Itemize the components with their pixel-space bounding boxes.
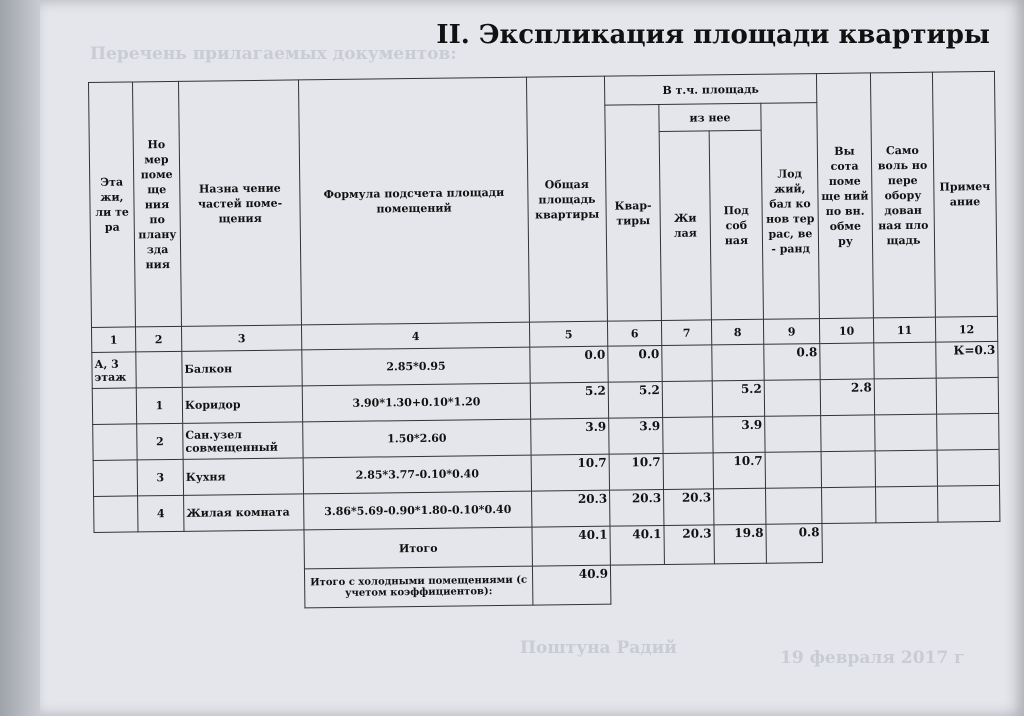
header-purpose: Назна чение частей поме- щения [178, 80, 301, 326]
header-of-which: из нее [659, 103, 761, 131]
header-incl-area: В т.ч. площадь [604, 74, 816, 106]
header-floor: Эта жи, ли те ра [89, 82, 136, 328]
page-title: II. Экспликация площади квартиры [436, 20, 990, 50]
column-number: 2 [135, 326, 181, 352]
cell-total-area: 20.3 [532, 490, 610, 527]
cell-self-built [874, 342, 936, 379]
cell-height [821, 415, 875, 452]
header-formula: Формула подсчета площади помещений [298, 77, 529, 325]
cell-room-number: 3 [137, 459, 183, 496]
cell-room-number: 4 [138, 495, 184, 532]
column-number: 5 [529, 321, 607, 347]
cell-living-area [662, 381, 712, 418]
cell-room-number [136, 351, 182, 388]
cell-floor: А, 3 этаж [92, 352, 136, 389]
cell-living-area [662, 345, 712, 382]
cell-room-number: 1 [136, 387, 182, 424]
cell-living-area [663, 453, 713, 490]
header-living: Жи лая [659, 131, 711, 321]
cell-note [937, 413, 999, 450]
cell-apt-area: 10.7 [609, 454, 663, 491]
cell-apt-area: 0.0 [608, 346, 662, 383]
cell-loggia-area: 0.8 [764, 344, 820, 381]
cell-total-area: 10.7 [531, 454, 609, 491]
binder-edge [0, 0, 40, 716]
cell-total-area: 5.2 [530, 382, 608, 419]
column-number: 4 [301, 322, 529, 350]
column-number: 11 [873, 317, 935, 343]
header-apartments: Квар- тиры [605, 105, 662, 322]
column-number: 3 [181, 325, 301, 351]
cell-height [822, 487, 876, 524]
cell-self-built [874, 378, 936, 415]
cell-room-name: Балкон [182, 350, 302, 387]
total-apt-area: 40.1 [610, 525, 664, 565]
cell-aux-area: 10.7 [713, 452, 765, 489]
header-self-built: Само воль но пере обору дован ная пло щадь [870, 72, 935, 318]
cell-aux-area: 5.2 [712, 380, 764, 417]
total-cold-total-area: 40.9 [532, 565, 610, 605]
bleed-through-text: Перечень прилагаемых документов: [90, 44, 457, 64]
column-number: 7 [661, 320, 711, 346]
cell-floor [93, 460, 137, 497]
cell-room-name: Жилая комната [184, 494, 304, 531]
cell-loggia-area [765, 452, 821, 489]
total-total-area: 40.1 [532, 526, 610, 566]
total-aux-area: 19.8 [714, 524, 766, 564]
cell-apt-area: 20.3 [610, 489, 664, 526]
cell-formula: 3.86*5.69-0.90*1.80-0.10*0.40 [304, 491, 532, 530]
cell-formula: 3.90*1.30+0.10*1.20 [302, 383, 530, 422]
total-living-area: 20.3 [664, 525, 714, 565]
header-room-number: Но мер поме ще ния по плану зда ния [133, 81, 182, 327]
bleed-through-text: 19 февраля 2017 г [780, 648, 965, 668]
header-total-area: Общая площадь квартиры [526, 76, 607, 322]
bleed-through-text: Поштуна Радий [520, 638, 677, 658]
cell-total-area: 3.9 [531, 418, 609, 455]
header-height: Вы сота поме ще ний по вн. обме ру [816, 73, 873, 319]
cell-aux-area [714, 488, 766, 525]
cell-note: К=0.3 [936, 341, 998, 378]
cell-note [937, 449, 999, 486]
cell-height [821, 451, 875, 488]
column-number: 12 [935, 316, 997, 342]
cell-aux-area [712, 344, 764, 381]
total-cold-label: Итого с холодными помещениями (с учетом коэффициентов): [304, 566, 532, 608]
column-number: 10 [819, 318, 873, 344]
cell-note [936, 377, 998, 414]
cell-apt-area: 5.2 [608, 382, 662, 419]
cell-room-name: Коридор [182, 386, 302, 423]
cell-floor [92, 388, 136, 425]
cell-room-number: 2 [137, 423, 183, 460]
cell-room-name: Кухня [183, 458, 303, 495]
cell-floor [94, 496, 138, 533]
cell-living-area: 20.3 [664, 489, 714, 526]
explication-table [88, 71, 1001, 611]
cell-height: 2.8 [820, 379, 874, 416]
cell-living-area [663, 417, 713, 454]
cell-room-name: Сан.узел совмещенный [183, 422, 303, 459]
cell-formula: 2.85*0.95 [302, 347, 530, 386]
column-number: 1 [91, 327, 135, 353]
cell-apt-area: 3.9 [609, 418, 663, 455]
total-label: Итого [304, 527, 532, 569]
cell-total-area: 0.0 [530, 346, 608, 383]
header-auxiliary: Под соб ная [709, 130, 763, 320]
cell-loggia-area [766, 488, 822, 525]
cell-formula: 1.50*2.60 [303, 419, 531, 458]
cell-self-built [876, 486, 938, 523]
column-number: 9 [763, 319, 819, 345]
header-note: Примеч ание [932, 71, 997, 317]
total-loggia-area: 0.8 [766, 524, 822, 564]
cell-loggia-area [765, 416, 821, 453]
cell-self-built [875, 450, 937, 487]
cell-aux-area: 3.9 [713, 416, 765, 453]
column-number: 8 [711, 319, 763, 345]
cell-self-built [875, 414, 937, 451]
cell-floor [93, 424, 137, 461]
cell-note [938, 485, 1000, 522]
cell-height [820, 343, 874, 380]
column-number: 6 [607, 321, 661, 347]
cell-formula: 2.85*3.77-0.10*0.40 [303, 455, 531, 494]
cell-loggia-area [764, 380, 820, 417]
header-loggias: Лод жий, бал ко нов тер рас, ве - ранд [761, 103, 820, 320]
